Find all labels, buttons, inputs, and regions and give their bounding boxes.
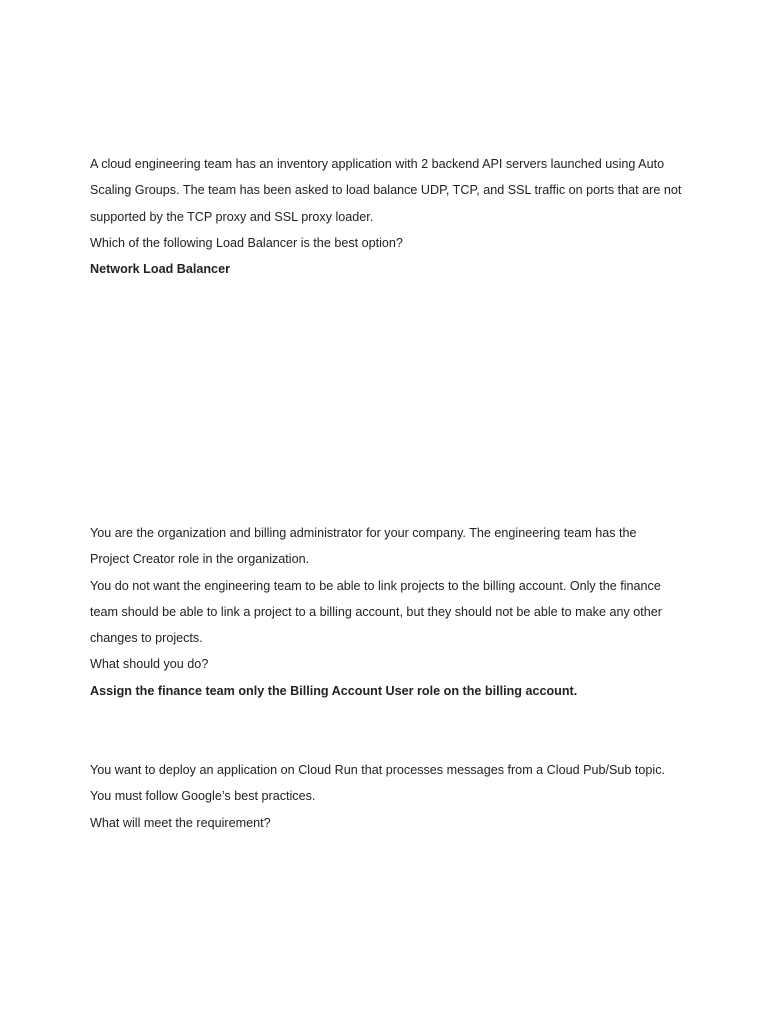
question-1: [90, 151, 690, 282]
question-2-answer: Assign the finance team only the Billing Account User role on the billing account.: [90, 683, 578, 698]
question-2-line-2: Project Creator role in the organization.: [90, 552, 310, 567]
question-3: [90, 757, 690, 836]
question-1-line-1: A cloud engineering team has an inventory application with 2 backend API servers launched using Auto: [90, 157, 665, 171]
question-3-line-2: You must follow Google’s best practices.: [90, 789, 316, 804]
question-2-line-5: changes to projects.: [90, 631, 203, 646]
question-2-line-4: team should be able to link a project to a billing account, but they should not be able to make any other: [90, 604, 662, 619]
question-1-line-2: Scaling Groups. The team has been asked to load balance UDP, TCP, and SSL traffic on ports that are not: [90, 183, 682, 198]
question-1-line-3: supported by the TCP proxy and SSL proxy loader.: [90, 209, 374, 224]
question-3-prompt: What will meet the requirement?: [90, 815, 271, 830]
question-2-line-1: You are the organization and billing administrator for your company. The engineering team has the: [90, 526, 637, 540]
question-2-prompt: What should you do?: [90, 657, 209, 672]
question-2-line-3: You do not want the engineering team to be able to link projects to the billing account. Only the finance: [90, 578, 661, 593]
question-1-prompt: Which of the following Load Balancer is the best option?: [90, 235, 403, 250]
question-3-line-1: You want to deploy an application on Cloud Run that processes messages from a Cloud Pub/Sub topic.: [90, 763, 666, 777]
question-1-answer: Network Load Balancer: [90, 262, 230, 277]
question-2: [90, 520, 690, 704]
